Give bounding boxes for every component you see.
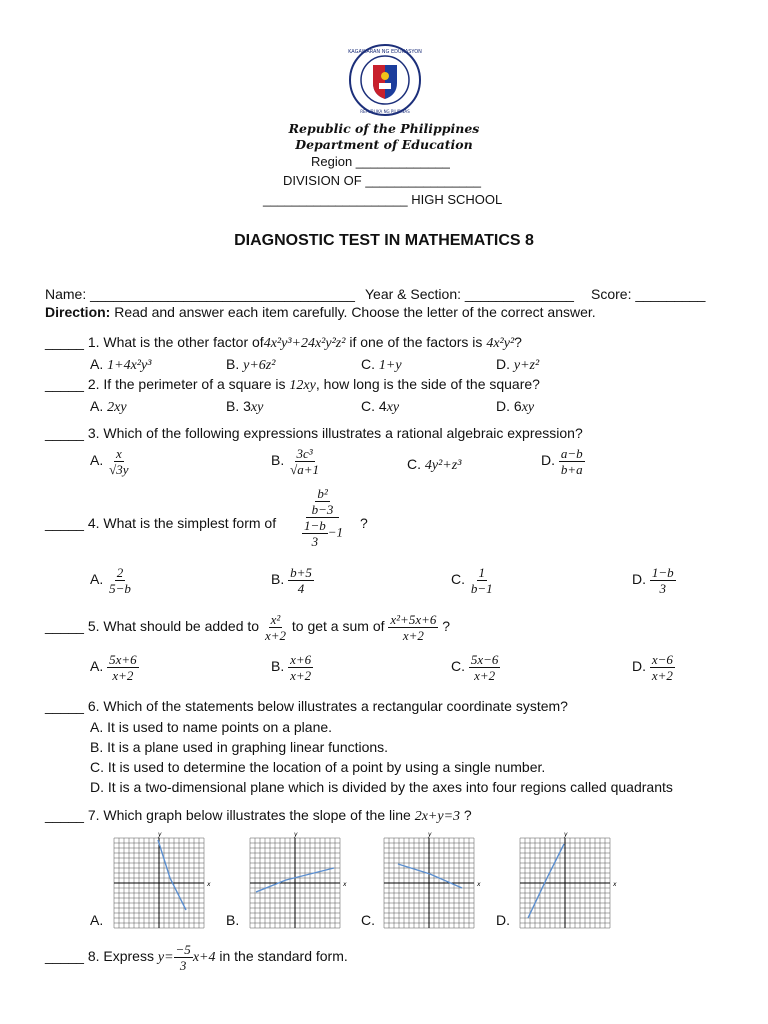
q7-expression: 2x+y=3 <box>414 809 461 824</box>
axis-label-x: x <box>207 881 211 888</box>
graph-line <box>158 840 186 910</box>
answer-blank: _____ <box>45 807 84 823</box>
q7-graph-b[interactable] <box>246 830 346 922</box>
axis-label-y: y <box>428 831 432 838</box>
answer-blank: _____ <box>45 515 84 531</box>
q7-choice-d[interactable]: D. <box>496 912 510 928</box>
axis-label-x: x <box>343 881 347 888</box>
answer-blank: _____ <box>45 948 84 965</box>
direction-label: Direction: <box>45 304 111 320</box>
q4-choice-c[interactable]: C. $\frac{1}{b-1}$ <box>451 565 493 596</box>
q3-choice-b[interactable]: B. $\frac{\text{3c³}}{√a+1}$ <box>271 446 320 477</box>
q2-stem: _____ 2. If the perimeter of a square is 12xy, how long is the side of the square? <box>45 376 540 393</box>
q1-factor: 4x²y² <box>486 336 515 351</box>
q3-stem: _____ 3. Which of the following expressions illustrates a rational algebraic expression? <box>45 425 583 441</box>
seal-ring-top: KAGAWARAN NG EDUKASYON <box>348 49 422 55</box>
q7-choice-c[interactable]: C. <box>361 912 375 928</box>
q5-choice-a[interactable]: A. $\frac{5x+6}{x+2}$ <box>90 652 137 683</box>
axis-label-y: y <box>294 831 298 838</box>
q2-choice-a[interactable]: A. 2xy <box>90 398 127 415</box>
page-title: DIAGNOSTIC TEST IN MATHEMATICS 8 <box>234 232 534 249</box>
q4-complex-fraction: $\frac{\text{b²}}{b-3}$ $\frac{1-b}{3}$ −1 <box>304 486 344 549</box>
seal-ring-bottom: REPUBLIKA NG PILIPINAS <box>360 109 410 114</box>
direction <box>45 304 596 320</box>
q1-stem: _____ 1. What is the other factor of4x²y³+24x²y²z² if one of the factors is 4x²y²? <box>45 334 522 351</box>
score-field: Score: _________ <box>591 286 706 302</box>
q6-choice-c[interactable]: C. It is used to determine the location of a point by using a single number. <box>90 759 546 775</box>
q1-choice-d[interactable]: D. y+z² <box>496 356 540 373</box>
axis-label-y: y <box>564 831 568 838</box>
q7-stem: _____ 7. Which graph below illustrates the slope of the line 2x+y=3 ? <box>45 807 472 824</box>
q2-choice-b[interactable]: B. 3xy <box>226 398 264 415</box>
header-school: ____________________ HIGH SCHOOL <box>263 192 503 207</box>
q1-choice-a[interactable]: A. 1+4x²y³ <box>90 356 152 373</box>
answer-blank: _____ <box>45 698 84 714</box>
q8-stem: _____ 8. Express y= $\frac{-5}{3}$ x+4 in the standard form. <box>45 942 348 973</box>
q5-choice-c[interactable]: C. $\frac{5x-6}{x+2}$ <box>451 652 499 683</box>
q1-choice-c[interactable]: C. 1+y <box>361 356 402 373</box>
q5-stem: _____ 5. What should be added to $\frac{\text{x²}}{x+2}$ to get a sum of $\frac{\text{x²+5x+6}}{x+2}$ ? <box>45 612 451 643</box>
q6-choice-a[interactable]: A. It is used to name points on a plane. <box>90 719 333 735</box>
q7-graph-c[interactable] <box>380 830 480 922</box>
graph-line <box>528 844 564 918</box>
q6-choice-b[interactable]: B. It is a plane used in graphing linear functions. <box>90 739 389 755</box>
axis-label-y: y <box>158 831 162 838</box>
answer-blank: _____ <box>45 425 84 441</box>
header-division: DIVISION OF ________________ <box>283 173 482 188</box>
q5-choice-d[interactable]: D. $\frac{x-6}{x+2}$ <box>632 652 673 683</box>
answer-blank: _____ <box>45 334 84 350</box>
answer-blank: _____ <box>45 376 84 392</box>
q7-graph-a[interactable] <box>110 830 210 922</box>
q4-end: ? <box>360 515 368 531</box>
header-republic: Republic of the Philippines <box>288 121 480 136</box>
q6-choice-d[interactable]: D. It is a two-dimensional plane which is divided by the axes into four regions called quadrants <box>90 779 673 795</box>
q3-choice-d[interactable]: D. $\frac{a-b}{b+a}$ <box>541 446 583 477</box>
q6-stem: _____ 6. Which of the statements below illustrates a rectangular coordinate system? <box>45 698 568 714</box>
answer-blank: _____ <box>45 618 84 635</box>
q5-choice-b[interactable]: B. $\frac{x+6}{x+2}$ <box>271 652 312 683</box>
header-department: Department of Education <box>295 137 473 152</box>
year-section-field: Year & Section: ______________ <box>365 286 574 302</box>
direction-text: Read and answer each item carefully. Choose the letter of the correct answer. <box>114 304 596 320</box>
q1-choice-b[interactable]: B. y+6z² <box>226 356 276 373</box>
q4-choice-a[interactable]: A. $\frac{2}{5-b}$ <box>90 565 131 596</box>
q7-choice-a[interactable]: A. <box>90 912 104 928</box>
axis-label-x: x <box>613 881 617 888</box>
q2-choice-c[interactable]: C. 4xy <box>361 398 400 415</box>
q3-choice-a[interactable]: A. $\frac{x}{√3y}$ <box>90 446 129 477</box>
q3-choice-c[interactable]: C. 4y²+z³ <box>407 456 462 473</box>
q2-choice-d[interactable]: D. 6xy <box>496 398 535 415</box>
axis-label-x: x <box>477 881 481 888</box>
q2-expression: 12xy <box>289 378 316 393</box>
q7-choice-b[interactable]: B. <box>226 912 240 928</box>
name-field: Name: __________________________________ <box>45 286 355 302</box>
q4-choice-b[interactable]: B. $\frac{b+5}{4}$ <box>271 565 312 596</box>
q1-expression: 4x²y³+24x²y²z² <box>263 336 346 351</box>
graph-line <box>398 864 462 888</box>
q4-choice-d[interactable]: D. $\frac{1-b}{3}$ <box>632 565 674 596</box>
q4-stem: _____ 4. What is the simplest form of <box>45 515 277 531</box>
q7-graph-d[interactable] <box>516 830 616 922</box>
header-region: Region _____________ <box>311 154 450 169</box>
deped-seal <box>348 43 422 117</box>
